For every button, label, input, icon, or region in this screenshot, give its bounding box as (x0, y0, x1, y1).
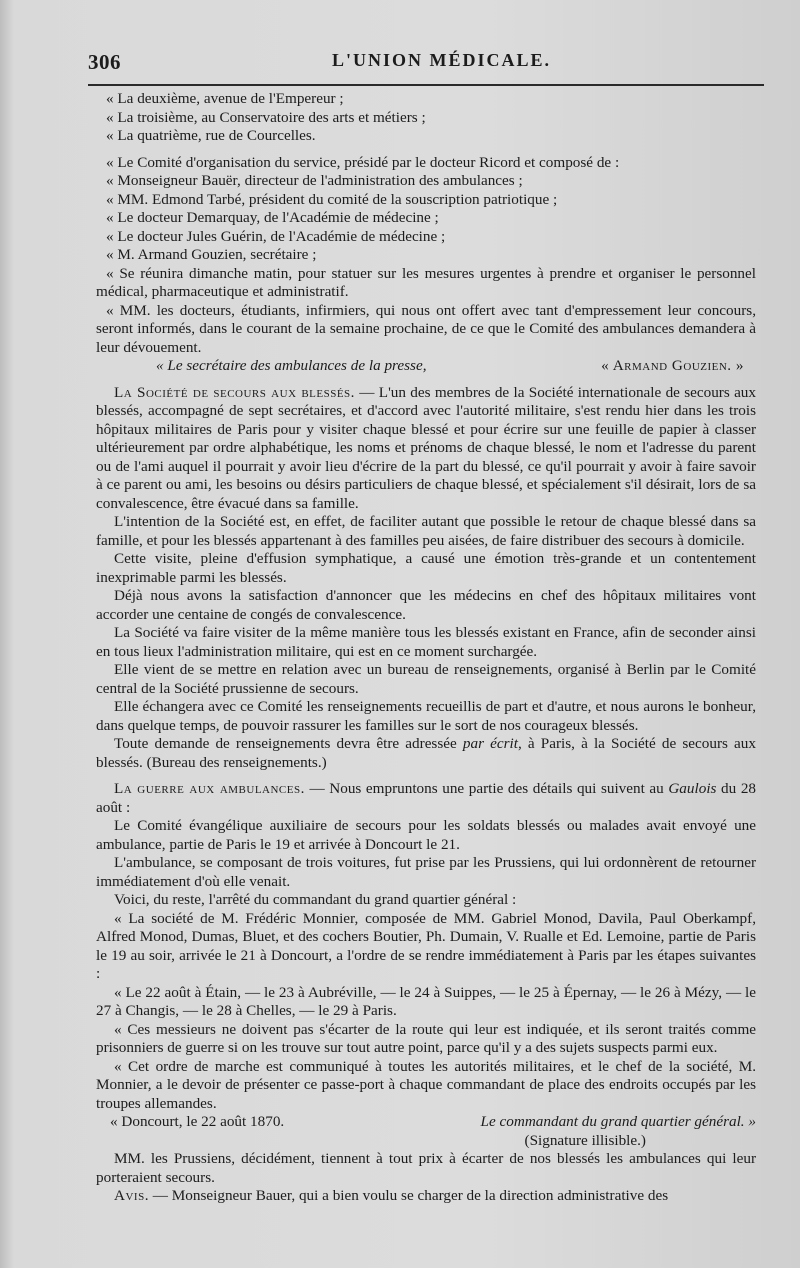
text-span: Toute demande de renseignements devra être adressée (114, 735, 463, 752)
signature-place-date: « Doncourt, le 22 août 1870. (110, 1113, 285, 1130)
intro-line: « La troisième, au Conservatoire des arts et métiers ; (106, 108, 426, 126)
text-span: — Nous empruntons une partie des détails qui suivent au (304, 780, 669, 797)
quote-paragraph: « Ces messieurs ne doivent pas s'écarter de la route qui leur est indiquée, et ils seront traités comme prisonniers de guerre si on les trouve sur tout autre point, parce qu'il y a des sujets suspects parmi eux. (96, 1020, 756, 1056)
quote-paragraph: « La société de M. Frédéric Monnier, composée de MM. Gabriel Monod, Davila, Paul Oberkampf, Alfred Monod, Dumas, Bluet, et des cochers Boutier, Ph. Dumain, V. Rualle et Ed. Lemoine, partie de Paris le 19 au soir, arrivée le 21 à Doncourt, a l'ordre de se rendre immédiatement à Paris par les étapes suivantes : (96, 909, 756, 982)
section-guerre-lead (96, 780, 756, 817)
avis-text: — Monseigneur Bauer, qui a bien voulu se charger de la direction administrative des (149, 1187, 669, 1204)
quote-paragraph: « Le 22 août à Étain, — le 23 à Aubréville, — le 24 à Suippes, — le 25 à Épernay, — le 26 à Mézy, — le 27 à Changis, — le 28 à Chelles, — le 29 à Paris. (96, 983, 756, 1019)
paragraph-renseignements (96, 735, 756, 772)
committee-line: « M. Armand Gouzien, secrétaire ; (106, 246, 317, 263)
paragraph: Déjà nous avons la satisfaction d'annoncer que les médecins en chef des hôpitaux militaires vont accorder une centaine de congés de convalescence. (96, 587, 756, 623)
italic-span: Gaulois (668, 780, 717, 797)
signature-commandant: Le commandant du grand quartier général. » (480, 1113, 756, 1130)
avis-label: Avis. (114, 1187, 149, 1204)
text-span: , à Paris, à la Société de secours aux blessés. (Bureau des renseignements.) (96, 735, 756, 771)
signature-role: « Le secrétaire des ambulances de la presse, (156, 357, 427, 374)
signature-name: « Armand Gouzien. » (601, 357, 744, 374)
intro-line: « La quatrième, rue de Courcelles. (106, 127, 316, 144)
paragraph-avis (96, 1187, 756, 1206)
paragraph: La Société va faire visiter de la même manière tous les blessés existant en France, afin de seconder ainsi en tous lieux l'administration militaire, qui est en ce moment surchargée. (96, 624, 756, 660)
italic-span: par écrit (462, 735, 518, 752)
signature-note: (Signature illisible.) (524, 1131, 646, 1149)
section-heading-guerre: La guerre aux ambulances. (114, 780, 305, 797)
quote-paragraph: « Cet ordre de marche est communiqué à toutes les autorités militaires, et le chef de la société, M. Monnier, a le devoir de présenter ce passe-port à chaque commandant de place des endroits occupés par les troupes allemandes. (96, 1057, 756, 1112)
paragraph-docteurs: « MM. les docteurs, étudiants, infirmiers, qui nous ont offert avec tant d'empressement leur concours, seront informés, dans le courant de la semaine prochaine, de ce que le Comité des ambulances demandera à leur dévouement. (96, 301, 756, 356)
signature-secretaire (96, 357, 756, 376)
paragraph-reunion: « Se réunira dimanche matin, pour statuer sur les mesures urgentes à prendre et organiser le personnel médical, pharmaceutique et administratif. (96, 264, 756, 300)
committee-line: « MM. Edmond Tarbé, président du comité de la souscription patriotique ; (106, 190, 558, 208)
paragraph: L'ambulance, se composant de trois voitures, fut prise par les Prussiens, qui lui ordonnèrent de retourner immédiatement d'où elle venait. (96, 854, 756, 890)
section-heading-secours: La Société de secours aux blessés. (114, 383, 355, 401)
text-span: du 28 août : (96, 780, 757, 816)
signature-doncourt (96, 1113, 756, 1132)
committee-line: « Le Comité d'organisation du service, présidé par le docteur Ricord et composé de : (106, 153, 620, 171)
section-secours-lead (96, 384, 756, 514)
committee-line: « Le docteur Demarquay, de l'Académie de médecine ; (106, 209, 439, 226)
paragraph: L'intention de la Société est, en effet, de faciliter autant que possible le retour de chaque blessé dans sa famille, et pour les blessés appartenant à des familles peu aisées, de faire distribuer des secours à domicile. (96, 513, 756, 549)
page-header (88, 36, 756, 74)
committee-line: « Le docteur Jules Guérin, de l'Académie de médecine ; (106, 227, 446, 245)
paragraph: Voici, du reste, l'arrêté du commandant du grand quartier général : (114, 891, 517, 908)
paragraph-closing: MM. les Prussiens, décidément, tiennent à tout prix à écarter de nos blessés les ambulances qui leur porteraient secours. (96, 1150, 756, 1186)
committee-line: « Monseigneur Bauër, directeur de l'administration des ambulances ; (106, 172, 523, 189)
section-secours-text: — L'un des membres de la Société internationale de secours aux blessés, accompagné de sept secrétaires, et d'accord avec l'autorité militaire, s'est rendu hier dans les trois hôpitaux militaires de Paris pour y visiter chaque blessé et pour écrire sur une feuille de papier à classer ultérieurement par ordre alphabétique, les noms et prénoms de chaque blessé, le nom et l'adresse du parent ou de l'ami auquel il pourrait y avoir lieu d'écrire de la part du blessé, ce qu'il pourrait y avoir à faire savoir à ce parent ou ami, les besoins ou désirs particuliers de chaque blessé, et spécialement s'il désirait, lors de sa convalescence, être évacué dans sa famille. (96, 383, 756, 512)
intro-line: « La deuxième, avenue de l'Empereur ; (106, 90, 344, 107)
paragraph: Le Comité évangélique auxiliaire de secours pour les soldats blessés ou malades avait envoyé une ambulance, partie de Paris le 19 et arrivée à Doncourt le 21. (96, 817, 756, 853)
header-rule (88, 84, 764, 86)
page-number: 306 (88, 50, 121, 74)
paragraph: Elle vient de se mettre en relation avec un bureau de renseignements, organisé à Berlin par le Comité central de la Société prussienne de secours. (96, 661, 756, 697)
paragraph: Cette visite, pleine d'effusion symphatique, a causé une émotion très-grande et un contentement inexprimable parmi les blessés. (96, 550, 756, 586)
running-title: L'UNION MÉDICALE. (332, 50, 552, 70)
paragraph: Elle échangera avec ce Comité les renseignements recueillis de part et d'autre, et nous aurons le bonheur, dans quelque temps, de pouvoir rassurer les familles sur le sort de nos courageux blessés. (96, 698, 756, 734)
